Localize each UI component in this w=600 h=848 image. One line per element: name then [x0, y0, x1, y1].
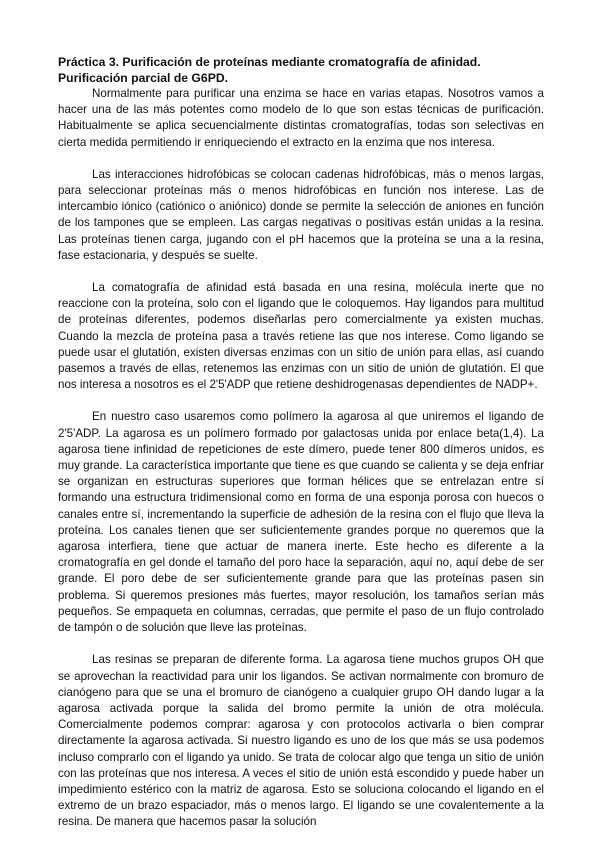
- paragraph-1: Normalmente para purificar una enzima se hace en varias etapas. Nosotros vamos a hacer una de las más potentes como modelo de lo que son estas técnicas de purificación. Habitualmente se aplica secuencialmente distintas cromatografías, todas son selectivas en cierta medida permitiendo ir enriqueciendo el extracto en la enzima que nos interesa.: [58, 87, 544, 149]
- paragraph-5: Las resinas se preparan de diferente forma. La agarosa tiene muchos grupos OH que se aprovechan la reactividad para unir los ligandos. Se activan normalmente con bromuro de cianógeno para que se una el bromuro de cianógeno a cualquier grupo OH dando lugar a la agarosa activada porque la salida del bromo permite la unión de otra molécula. Comercialmente podemos comprar: agarosa y con protocolos activarla o bien comprar directamente la agarosa activada. Si nuestro ligando es uno de los que más se usa podemos incluso comprarlo con el ligando ya unido. Se trata de colocar algo que tenga un sitio de unión con las proteínas que nos interesa. A veces el sitio de unión está escondido y puede haber un impedimiento estérico con la matriz de agarosa. Esto se soluciona colocando el ligando en el extremo de un brazo espaciador, más o menos largo. El ligando se une covalentemente a la resina. De manera que hacemos pasar la solución: [58, 653, 544, 829]
- paragraph-2: Las interacciones hidrofóbicas se colocan cadenas hidrofóbicas, más o menos largas, para seleccionar proteínas más o menos hidrofóbicas en función nos interese. Las de intercambio iónico (catiónico o aniónico) donde se permite la selección de aniones en función de los tampones que se empleen. Las cargas negativas o positivas están unidas a la resina. Las proteínas tienen carga, jugando con el pH hacemos que la proteína se una a la resina, fase estacionaria, y después se suelte.: [58, 167, 544, 262]
- title-line-1: Práctica 3. Purificación de proteínas mediante cromatografía de afinidad.: [58, 55, 481, 69]
- document-page: [58, 55, 544, 831]
- paragraph-4: En nuestro caso usaremos como polímero la agarosa al que uniremos el ligando de 2'5'ADP. La agarosa es un polímero formado por galactosas unida por enlace beta(1,4). La agarosa tiene infinidad de repeticiones de este dímero, puede tener 800 dímeros unidos, es muy grande. La característica importante que tiene es que cuando se calienta y se deja enfriar se organizan en estructuras superiores que forman hélices que se entrelazan entre sí formando una estructura tridimensional como en forma de una esponja porosa con huecos o canales entre sí, incrementando la superficie de adhesión de la resina con el flujo que lleva la proteína. Los canales tienen que ser suficientemente grandes porque no queremos que la agarosa interfiera, tiene que actuar de manera inerte. Este hecho es diferente a la cromatografía en gel donde el tamaño del poro hace la separación, aquí no, aquí debe de ser grande. El poro debe de ser suficientemente grande para que las proteínas pasen sin problema. Si queremos presiones más fuertes, mayor resolución, los tamaños serían más pequeños. Se empaqueta en columnas, cerradas, que permite el paso de un flujo controlado de tampón o de solución que lleve las proteínas.: [58, 410, 544, 635]
- title-line-2: Purificación parcial de G6PD.: [58, 70, 229, 85]
- paragraph-3: La comatografía de afinidad está basada en una resina, molécula inerte que no reaccione con la proteína, solo con el ligando que le coloquemos. Hay ligandos para multitud de proteínas diferentes, podemos diseñarlas pero comercialmente ya existen muchas. Cuando la mezcla de proteína pasa a través retiene las que nos interese. Como ligando se puede usar el glutatión, existen diversas enzimas con un sitio de unión para ellas, así cuando pasemos a través de ellas, retenemos las enzimas con un sitio de unión de glutatión. El que nos interesa a nosotros es el 2'5'ADP que retiene deshidrogenasas dependientes de NADP+.: [58, 281, 544, 392]
